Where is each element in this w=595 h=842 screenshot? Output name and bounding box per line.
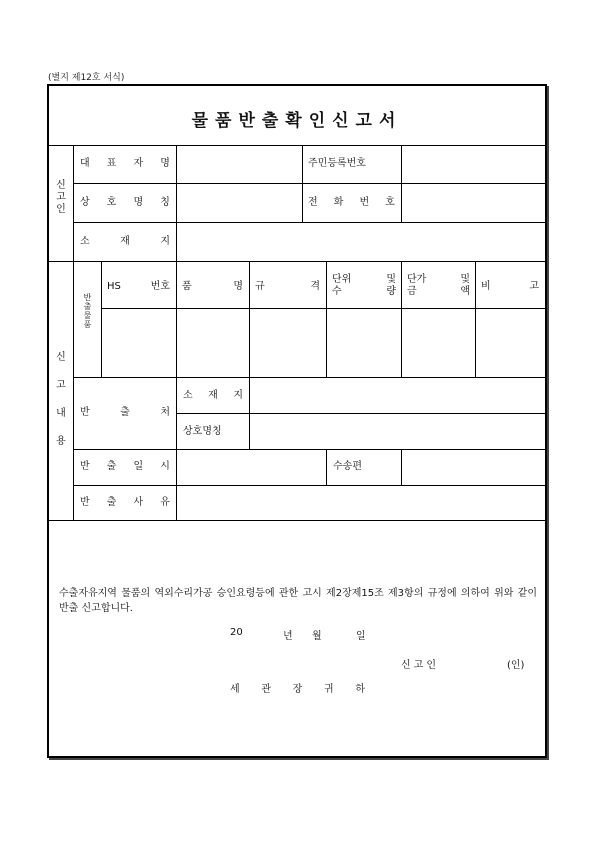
date-day-unit: 일 [356,631,366,642]
resident-no-label: 주민등록번호 [308,158,366,169]
company-name-field[interactable] [177,184,301,222]
address-label: 소 재 지 [80,236,170,247]
col-remarks: 비 고 [481,281,539,292]
transport-label: 수송편 [333,461,362,472]
col-price-amount: 단가 및 금 액 [407,274,470,297]
divider [326,449,327,485]
dest-company-field[interactable] [250,414,545,449]
col-spec: 규 격 [255,281,320,292]
representative-field[interactable] [177,146,301,183]
divider [49,520,545,521]
company-name-label: 상 호 명 칭 [80,197,170,208]
goods-label: 반출물품 [83,293,92,329]
export-date-field[interactable] [177,450,325,485]
col-item-name: 품 명 [182,281,243,292]
declarant-section-label: 신고인 [56,180,66,215]
representative-label: 대 표 자 명 [80,158,170,169]
export-date-label: 반 출 일 시 [80,461,170,472]
export-reason-field[interactable] [177,486,545,520]
declaration-form [47,84,547,758]
signer-label: 신고인 [401,660,439,671]
date-year-unit: 년 [283,631,293,642]
phone-field[interactable] [402,184,545,222]
form-title: 물품반출확인신고서 [191,111,403,131]
divider [49,261,545,262]
resident-no-field[interactable] [402,146,545,183]
addressee: 세 관 장 귀 하 [230,684,365,695]
col-hs-no: HS 번호 [107,281,170,292]
form-code: (별지 제12호 서식) [48,73,125,83]
col-unit-qty: 단위 및 수 량 [332,274,396,297]
transport-field[interactable] [402,450,545,485]
divider [302,145,303,222]
phone-label: 전 화 번 호 [308,197,395,208]
dest-address-field[interactable] [250,378,545,413]
date-year: 20 [230,627,243,638]
content-section-label: 신고내용 [56,352,66,447]
dest-address-label: 소 재 지 [183,390,243,401]
destination-label: 반 출 처 [80,407,170,418]
divider [73,145,74,520]
goods-entry-row[interactable] [102,309,545,377]
address-field[interactable] [177,223,545,261]
dest-company-label: 상호명칭 [183,426,222,437]
export-reason-label: 반 출 사 유 [80,497,170,508]
declaration-text: 수출자유지역 물품의 역외수리가공 승인요령등에 관한 고시 제2장제15조 제3항의 규정에 의하여 위와 같이 반출 신고합니다. [59,588,537,614]
seal-mark: (인) [507,660,525,671]
date-month-unit: 월 [312,631,322,642]
